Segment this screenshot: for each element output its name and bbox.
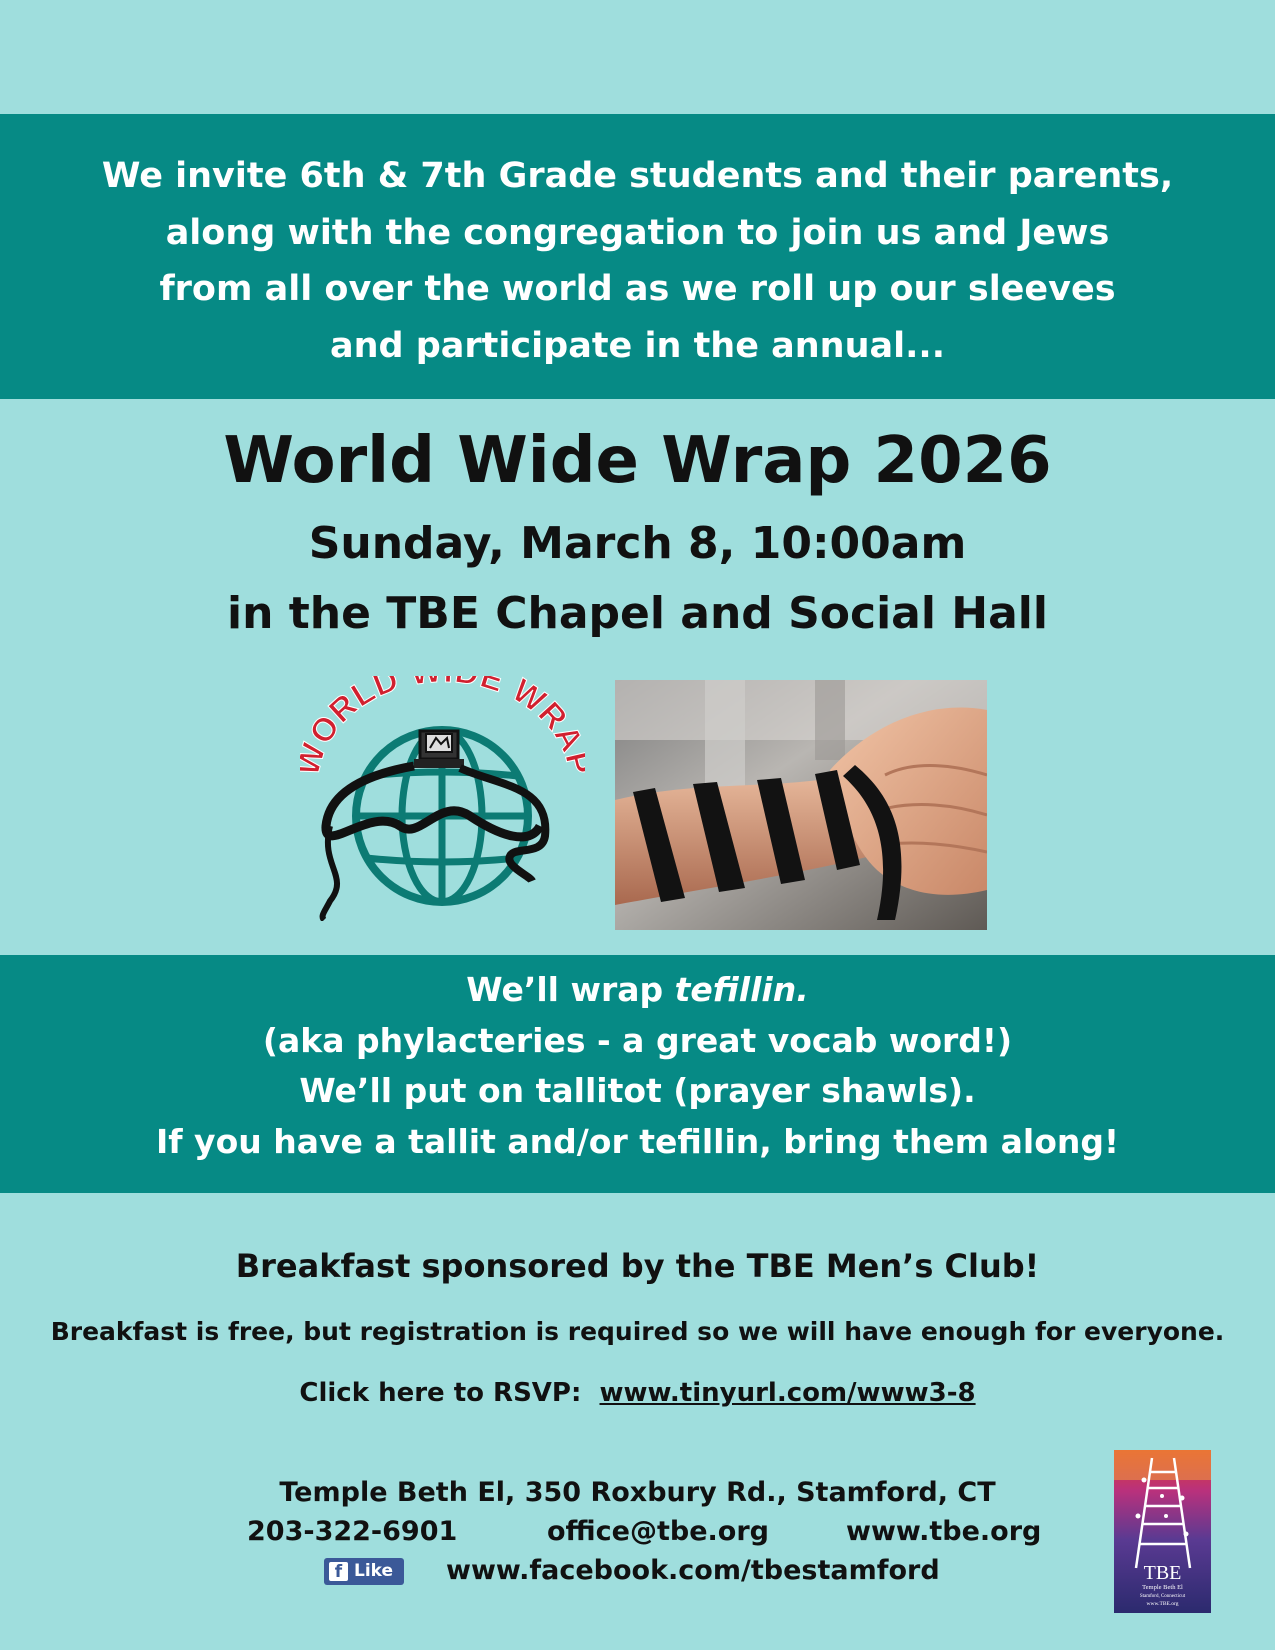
tbe-logo-place: Stamford, Connecticut	[1139, 1594, 1186, 1599]
event-location: in the TBE Chapel and Social Hall	[227, 588, 1048, 639]
tbe-logo	[1114, 1450, 1211, 1613]
intro-line: and participate in the annual...	[329, 325, 946, 366]
details-line-3: We’ll put on tallitot (prayer shawls).	[299, 1071, 976, 1110]
rsvp-label: Click here to RSVP:	[299, 1378, 582, 1408]
logo-arc-text: ORLD E WR	[301, 676, 576, 751]
intro-line: from all over the world as we roll up our sleeves	[159, 269, 1116, 309]
tbe-logo-name: TBE	[1143, 1562, 1182, 1584]
details-line-2: (aka phylacteries - a great vocab word!)	[262, 1020, 1013, 1060]
intro-band	[0, 114, 1275, 399]
details-line-1	[0, 965, 1275, 1016]
event-date: Sunday, March 8, 10:00am	[308, 518, 967, 569]
details-line-4: If you have a tallit and/or tefillin, bring them along!	[155, 1121, 1120, 1161]
rsvp-line	[0, 1375, 1275, 1411]
website-link[interactable]: www.tbe.org	[846, 1516, 1042, 1547]
intro-line: We invite 6th & 7th Grade students and their parents,	[101, 156, 1174, 196]
breakfast-note: Breakfast is free, but registration is required so we will have enough for everyone.	[50, 1317, 1225, 1346]
tbe-logo-subtitle: Temple Beth El	[1142, 1584, 1183, 1591]
like-label: Like	[354, 1561, 394, 1581]
email-address[interactable]: office@tbe.org	[547, 1516, 769, 1547]
intro-line: along with the congregation to join us and Jews	[165, 212, 1110, 253]
event-title: World Wide Wrap 2026	[223, 424, 1052, 498]
rsvp-link[interactable]: www.tinyurl.com/www3-8	[599, 1378, 976, 1408]
address: Temple Beth El, 350 Roxbury Rd., Stamford, CT	[279, 1477, 996, 1508]
tbe-logo-url: www.TBE.org	[1146, 1601, 1179, 1607]
tefillin-italic: tefillin.	[674, 970, 809, 1009]
details-line-1-text: We’ll wrap	[466, 970, 675, 1009]
facebook-like-button[interactable]	[324, 1558, 404, 1585]
phone-number: 203-322-6901	[247, 1516, 458, 1547]
tefillin-photo	[615, 680, 987, 930]
facebook-icon: f	[329, 1562, 348, 1581]
facebook-link[interactable]: www.facebook.com/tbestamford	[446, 1555, 940, 1586]
breakfast-heading: Breakfast sponsored by the TBE Men’s Club!	[235, 1247, 1040, 1285]
world-wide-wrap-logo	[300, 676, 585, 921]
details-band	[0, 955, 1275, 1193]
